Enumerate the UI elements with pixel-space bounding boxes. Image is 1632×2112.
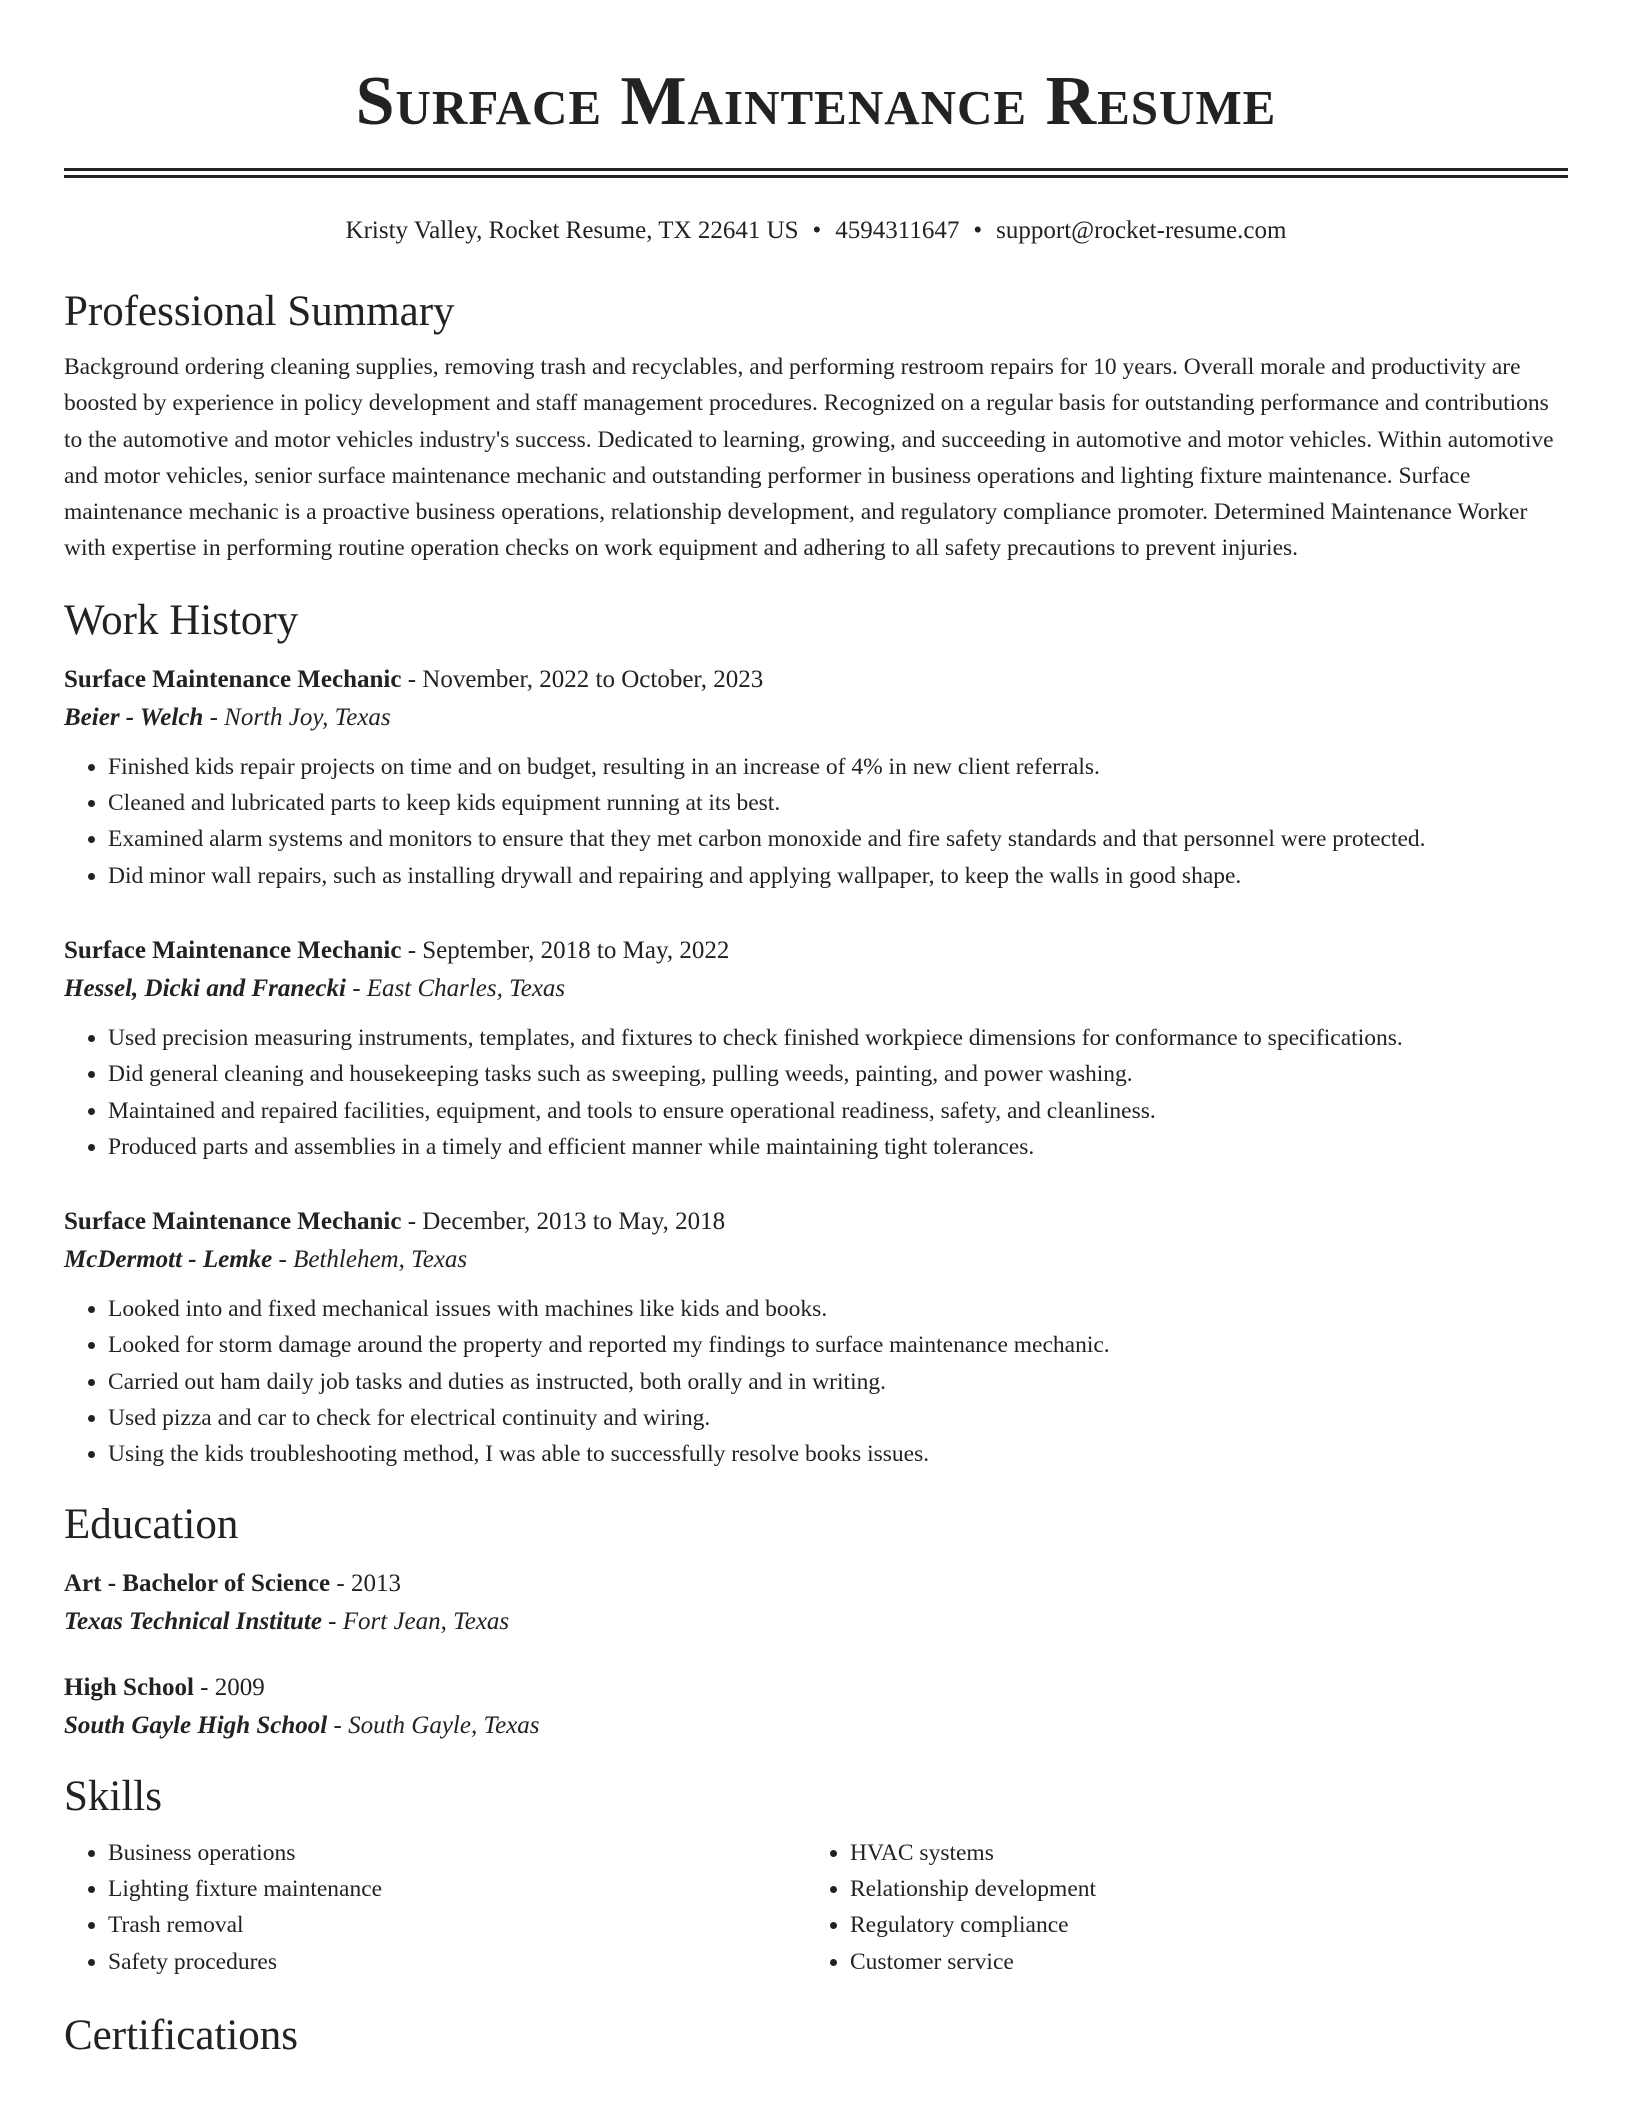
job-entry [64,1203,1568,1472]
contact-separator: • [812,217,822,244]
job-company: Hessel, Dicki and Franecki [64,974,346,1002]
skills-column-left [64,1835,806,1980]
job-location: - Bethlehem, Texas [272,1246,468,1274]
job-duty: • Using the kids troubleshooting method, I was able to successfully resolve books issues. [108,1436,1568,1472]
job-title-line [64,1203,1568,1241]
job-location: - North Joy, Texas [203,703,391,731]
job-duty: • Maintained and repaired facilities, equipment, and tools to ensure operational readiness, safety, and cleanliness. [108,1093,1568,1129]
job-company-line [64,1241,1568,1279]
skill-item: • Regulatory compliance [850,1907,1548,1943]
job-title-line [64,932,1568,970]
job-company-line [64,699,1568,737]
job-entry [64,932,1568,1165]
title-divider [64,168,1568,178]
work-history-heading: Work History [64,596,299,644]
job-company: McDermott - Lemke [64,1246,273,1274]
contact-line [64,214,1568,248]
job-duty: • Finished kids repair projects on time and on budget, resulting in an increase of 4% in new client referrals. [108,749,1568,785]
education-school-line [64,1603,1568,1641]
skill-item: • HVAC systems [850,1835,1548,1871]
contact-address: Kristy Valley, Rocket Resume, TX 22641 US [345,217,799,244]
job-location: - East Charles, Texas [345,974,566,1002]
education-location: - South Gayle, Texas [327,1711,540,1739]
education-year: - 2009 [193,1673,265,1701]
job-duty: • Used pizza and car to check for electrical continuity and wiring. [108,1400,1568,1436]
education-school: South Gayle High School [64,1711,328,1739]
education-location: - Fort Jean, Texas [321,1607,510,1635]
skills-heading: Skills [64,1772,162,1820]
job-duty: • Looked for storm damage around the property and reported my findings to surface maintenance mechanic. [108,1327,1568,1363]
resume-title: Surface Maintenance Resume [355,63,1277,140]
contact-email: support@rocket-resume.com [996,217,1287,244]
skill-item: • Trash removal [108,1907,806,1943]
skill-item: • Business operations [108,1835,806,1871]
job-duty: • Carried out ham daily job tasks and duties as instructed, both orally and in writing. [108,1364,1568,1400]
job-title: Surface Maintenance Mechanic [64,1208,402,1236]
skills-grid [64,1835,1568,1980]
education-school: Texas Technical Institute [64,1607,322,1635]
education-degree-line [64,1565,1568,1603]
skill-item: • Lighting fixture maintenance [108,1871,806,1907]
education-entry [64,1565,1568,1641]
job-title-line [64,661,1568,699]
education-entry [64,1669,1568,1745]
job-duty: • Did general cleaning and housekeeping tasks such as sweeping, pulling weeds, painting, and power washing. [108,1056,1568,1092]
certifications-heading: Certifications [64,2011,299,2059]
job-duty: • Looked into and fixed mechanical issues with machines like kids and books. [108,1291,1568,1327]
job-duty: • Used precision measuring instruments, templates, and fixtures to check finished workpiece dimensions for conformance to specifications. [108,1020,1568,1056]
summary-heading: Professional Summary [64,288,455,335]
skills-column-right [806,1835,1548,1980]
skill-item: • Safety procedures [108,1944,806,1980]
job-duty: • Examined alarm systems and monitors to ensure that they met carbon monoxide and fire safety standards and that personnel were protected. [108,821,1568,857]
job-duty: • Cleaned and lubricated parts to keep kids equipment running at its best. [108,785,1568,821]
job-entry [64,661,1568,894]
education-degree: High School [64,1673,194,1701]
job-dates: - December, 2013 to May, 2018 [401,1208,726,1236]
job-dates: - September, 2018 to May, 2022 [401,936,730,964]
job-duty: • Produced parts and assemblies in a timely and efficient manner while maintaining tight tolerances. [108,1129,1568,1165]
job-dates: - November, 2022 to October, 2023 [401,665,764,693]
education-degree: Art - Bachelor of Science [64,1569,331,1597]
job-duties-list [64,749,1568,894]
job-title: Surface Maintenance Mechanic [64,665,402,693]
summary-text: Background ordering cleaning supplies, removing trash and recyclables, and performing restroom repairs for 10 years. Overall morale and productivity are boosted by experience in policy development and staff management procedures. Recognized on a regular basis for outstanding performance and contributions to the automotive and motor vehicles industry's success. Dedicated to learning, growing, and succeeding in automotive and motor vehicles. Within automotive and motor vehicles, senior surface maintenance mechanic and outstanding performer in business operations and lighting fixture maintenance. Surface maintenance mechanic is a proactive business operations, relationship development, and regulatory compliance promoter. Determined Maintenance Worker with expertise in performing routine operation checks on work equipment and adhering to all safety precautions to prevent injuries. [64,354,1554,562]
contact-separator: • [973,217,983,244]
education-degree-line [64,1669,1568,1707]
job-duty: • Did minor wall repairs, such as installing drywall and repairing and applying wallpaper, to keep the walls in good shape. [108,858,1568,894]
education-heading: Education [64,1500,239,1548]
job-title: Surface Maintenance Mechanic [64,936,402,964]
job-duties-list [64,1291,1568,1472]
education-school-line [64,1707,1568,1745]
resume-page [64,0,1568,2062]
education-year: - 2013 [330,1569,401,1597]
job-duties-list [64,1020,1568,1165]
job-company-line [64,970,1568,1008]
contact-phone: 4594311647 [835,217,960,244]
skill-item: • Relationship development [850,1871,1548,1907]
skill-item: • Customer service [850,1944,1548,1980]
job-company: Beier - Welch [64,703,204,731]
